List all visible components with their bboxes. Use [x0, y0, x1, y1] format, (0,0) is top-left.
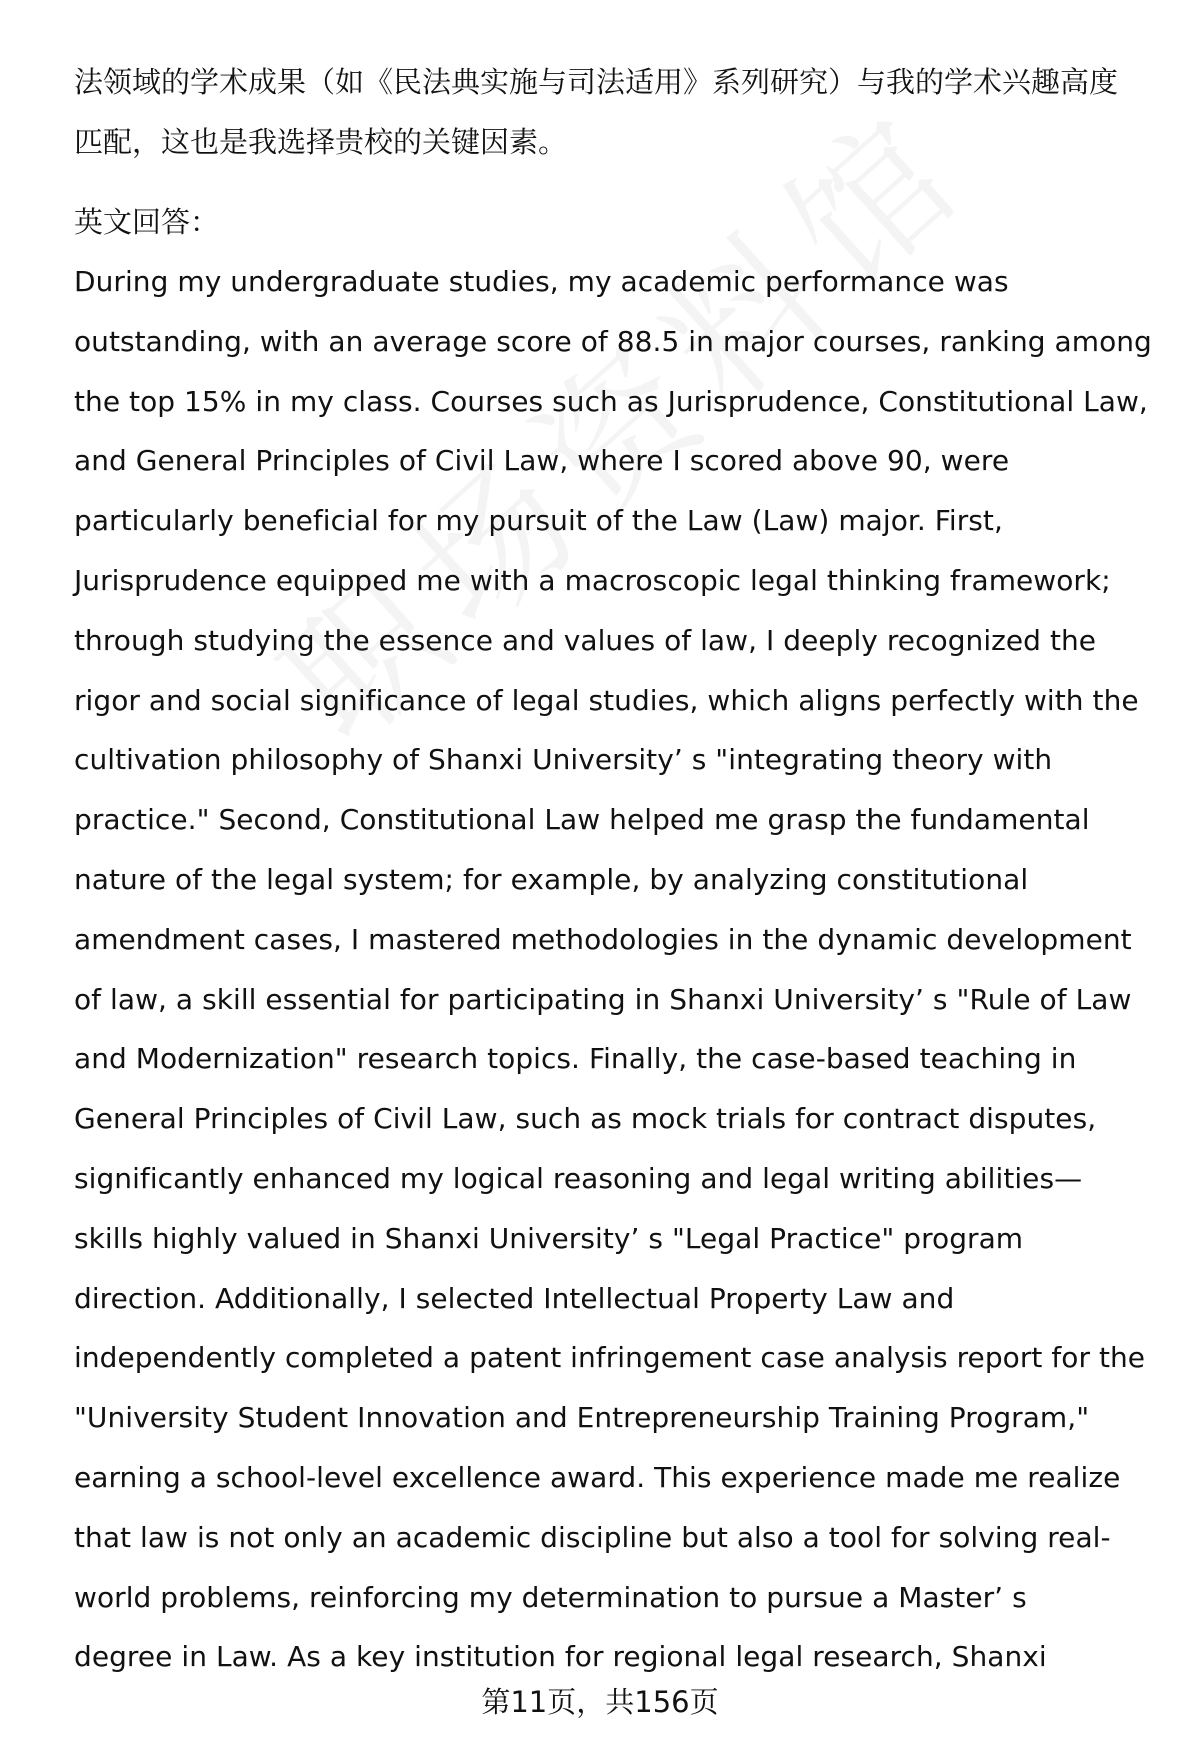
text-line: and General Principles of Civil Law, where I scored above 90, were	[74, 444, 1010, 478]
text-line: independently completed a patent infringement case analysis report for the	[74, 1341, 1146, 1375]
text-line: direction. Additionally, I selected Intellectual Property Law and	[74, 1281, 955, 1315]
text-line: 匹配，这也是我选择贵校的关键因素。	[74, 125, 568, 159]
text-line: nature of the legal system; for example, by analyzing constitutional	[74, 862, 1029, 896]
english-answer-paragraph	[74, 252, 1154, 1687]
text-line: Jurisprudence equipped me with a macroscopic legal thinking framework;	[74, 563, 1111, 597]
text-line: rigor and social significance of legal studies, which aligns perfectly with the	[74, 683, 1139, 717]
text-line: cultivation philosophy of Shanxi University’ s "integrating theory with	[74, 743, 1053, 777]
text-line: skills highly valued in Shanxi University’ s "Legal Practice" program	[74, 1221, 1024, 1255]
text-line: the top 15% in my class. Courses such as Jurisprudence, Constitutional Law,	[74, 384, 1148, 418]
text-line: degree in Law. As a key institution for regional legal research, Shanxi	[74, 1640, 1047, 1674]
text-line: amendment cases, I mastered methodologies in the dynamic development	[74, 922, 1132, 956]
text-line: and Modernization" research topics. Finally, the case-based teaching in	[74, 1042, 1077, 1076]
text-line: earning a school-level excellence award. This experience made me realize	[74, 1460, 1121, 1494]
text-line: outstanding, with an average score of 88.5 in major courses, ranking among	[74, 324, 1152, 358]
text-line: 法领域的学术成果（如《民法典实施与司法适用》系列研究）与我的学术兴趣高度	[74, 65, 1119, 99]
section-heading: 英文回答：	[74, 205, 220, 239]
text-line: world problems, reinforcing my determination to pursue a Master’ s	[74, 1580, 1027, 1614]
text-line: General Principles of Civil Law, such as mock trials for contract disputes,	[74, 1102, 1097, 1136]
text-line: particularly beneficial for my pursuit of the Law (Law) major. First,	[74, 504, 1003, 538]
text-line: practice." Second, Constitutional Law helped me grasp the fundamental	[74, 803, 1090, 837]
text-line: of law, a skill essential for participating in Shanxi University’ s "Rule of Law	[74, 982, 1132, 1016]
intro-chinese-paragraph	[74, 52, 1154, 172]
text-line: significantly enhanced my logical reasoning and legal writing abilities—	[74, 1161, 1083, 1195]
text-line: During my undergraduate studies, my academic performance was	[74, 265, 1009, 298]
text-line: "University Student Innovation and Entrepreneurship Training Program,"	[74, 1401, 1090, 1435]
page-content	[74, 52, 1154, 1687]
english-answer-section	[74, 192, 1154, 1687]
text-line: that law is not only an academic discipline but also a tool for solving real-	[74, 1520, 1111, 1554]
page-number-footer: 第11页，共156页	[481, 1685, 719, 1719]
text-line: through studying the essence and values of law, I deeply recognized the	[74, 623, 1097, 657]
